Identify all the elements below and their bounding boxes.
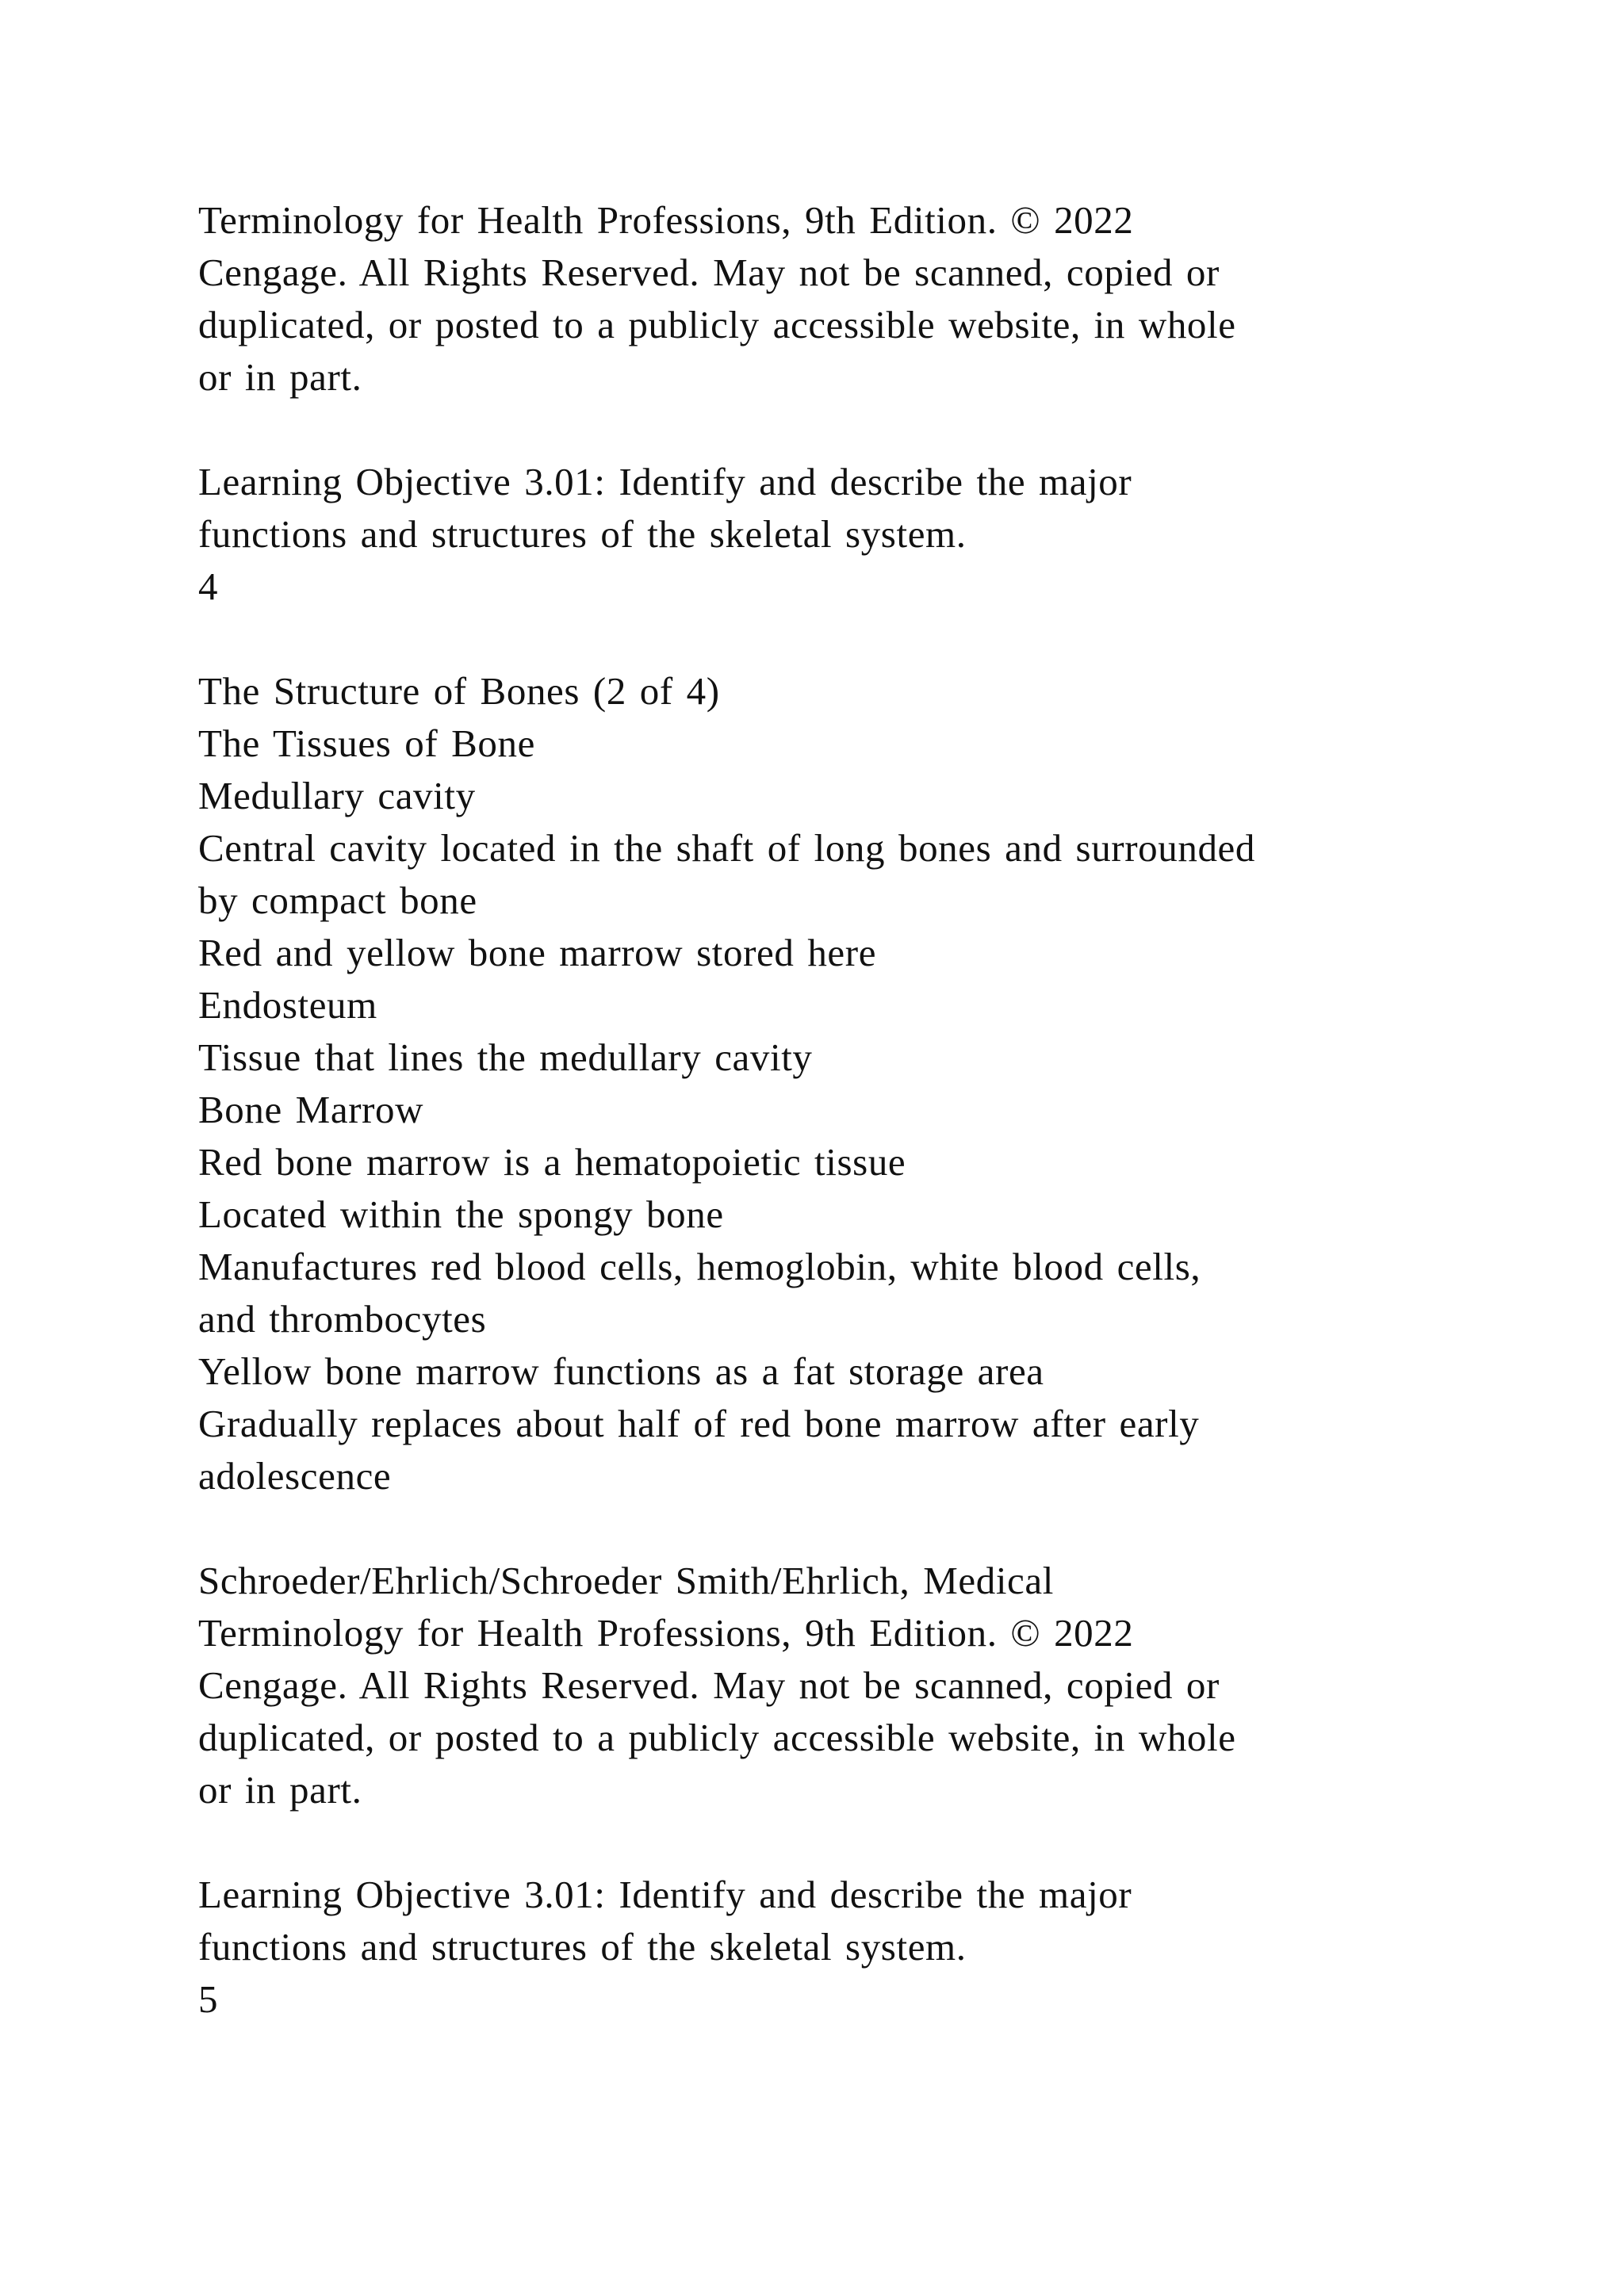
- blank-line: [198, 404, 1467, 456]
- body-line: Central cavity located in the shaft of long bones and surrounded: [198, 826, 1255, 870]
- copyright-line: or in part.: [198, 1768, 362, 1812]
- body-line: Red and yellow bone marrow stored here: [198, 931, 877, 974]
- learning-objective-line: functions and structures of the skeletal system.: [198, 1925, 967, 1969]
- body-line: Gradually replaces about half of red bone marrow after early: [198, 1402, 1200, 1445]
- copyright-line: or in part.: [198, 355, 362, 399]
- learning-objective-line: Learning Objective 3.01: Identify and describe the major: [198, 460, 1132, 503]
- slide-number: 5: [198, 1977, 219, 2021]
- body-line: Tissue that lines the medullary cavity: [198, 1035, 813, 1079]
- text-column: [198, 194, 1467, 2026]
- copyright-line: duplicated, or posted to a publicly accessible website, in whole: [198, 1716, 1236, 1759]
- term-heading: Bone Marrow: [198, 1088, 424, 1131]
- body-line: Located within the spongy bone: [198, 1192, 724, 1236]
- blank-line: [198, 613, 1467, 665]
- blank-line: [198, 1816, 1467, 1869]
- term-heading: Endosteum: [198, 983, 377, 1027]
- body-line: Red bone marrow is a hematopoietic tissue: [198, 1140, 906, 1184]
- slide-number: 4: [198, 564, 219, 608]
- term-heading: Medullary cavity: [198, 774, 476, 817]
- body-line: and thrombocytes: [198, 1297, 487, 1341]
- copyright-line: duplicated, or posted to a publicly accessible website, in whole: [198, 303, 1236, 346]
- learning-objective-line: Learning Objective 3.01: Identify and describe the major: [198, 1873, 1132, 1916]
- copyright-line: Terminology for Health Professions, 9th Edition. © 2022: [198, 198, 1134, 242]
- body-line: adolescence: [198, 1454, 392, 1498]
- learning-objective-line: functions and structures of the skeletal system.: [198, 512, 967, 556]
- body-line: Manufactures red blood cells, hemoglobin, white blood cells,: [198, 1245, 1201, 1288]
- slide-title: The Structure of Bones (2 of 4): [198, 669, 720, 713]
- copyright-line: Schroeder/Ehrlich/Schroeder Smith/Ehrlich, Medical: [198, 1559, 1054, 1602]
- body-line: Yellow bone marrow functions as a fat storage area: [198, 1349, 1044, 1393]
- copyright-line: Cengage. All Rights Reserved. May not be scanned, copied or: [198, 1663, 1220, 1707]
- blank-line: [198, 1502, 1467, 1555]
- copyright-line: Terminology for Health Professions, 9th Edition. © 2022: [198, 1611, 1134, 1655]
- copyright-line: Cengage. All Rights Reserved. May not be scanned, copied or: [198, 251, 1220, 294]
- section-heading: The Tissues of Bone: [198, 721, 535, 765]
- body-line: by compact bone: [198, 878, 477, 922]
